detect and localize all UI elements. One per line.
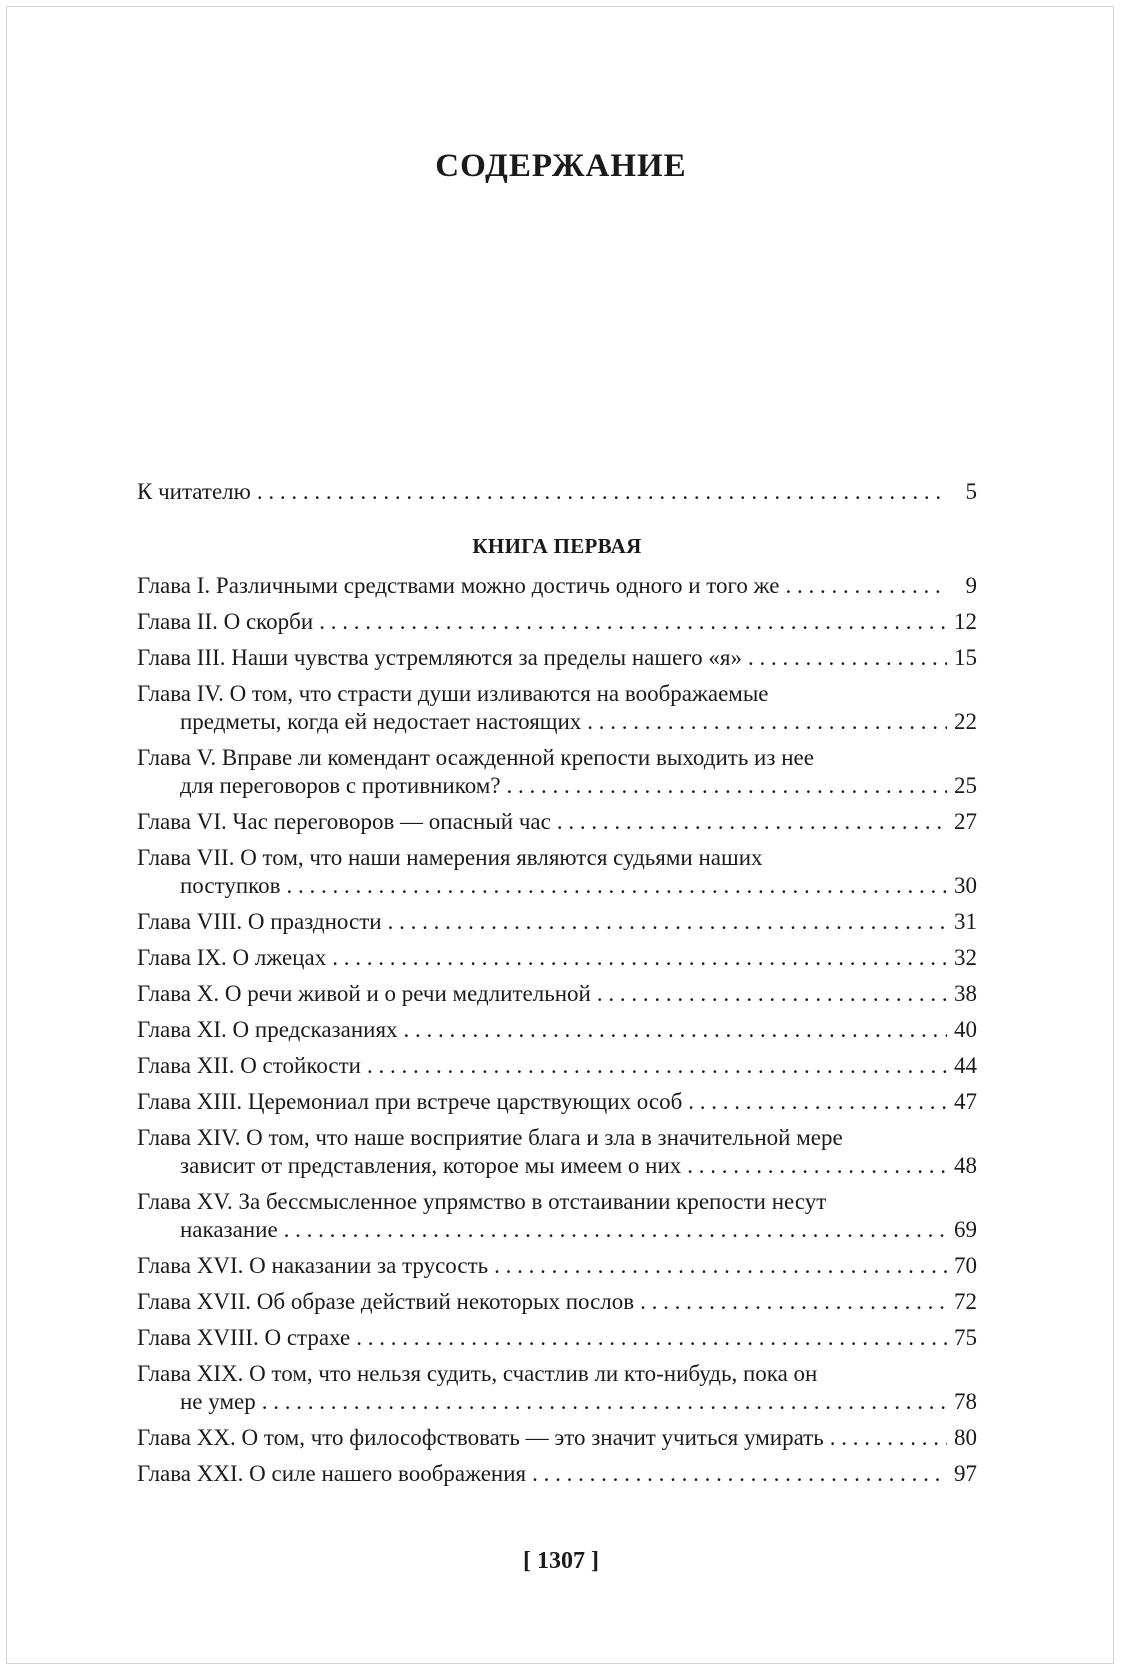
- page-title: СОДЕРЖАНИЕ: [435, 148, 687, 184]
- section-heading: КНИГА ПЕРВАЯ: [472, 534, 642, 558]
- toc-page-number: 5: [965, 479, 977, 504]
- dot-leader: [748, 644, 947, 672]
- dot-leader: [532, 1460, 947, 1488]
- toc-entry[interactable]: [137, 908, 977, 936]
- toc-entry-text: Глава XIII. Церемониал при встрече царствующих особ: [137, 1089, 683, 1114]
- toc-entry[interactable]: [137, 1052, 977, 1080]
- toc-entry[interactable]: [137, 1288, 977, 1316]
- toc-page-number: 15: [954, 645, 977, 670]
- page-number-folio: [ 1307 ]: [523, 1548, 599, 1574]
- toc-page-number: 9: [965, 573, 977, 598]
- toc-entry-text: зависит от представления, которое мы имеем о них: [180, 1153, 682, 1178]
- toc-page-number: 72: [954, 1289, 977, 1314]
- toc-entry-text: поступков: [180, 873, 281, 898]
- toc-entry-text: не умер: [180, 1389, 256, 1414]
- toc-entry-text: Глава XIX. О том, что нельзя судить, счастлив ли кто-нибудь, пока он: [137, 1361, 818, 1386]
- toc-entry[interactable]: [137, 808, 977, 836]
- toc-entry[interactable]: [137, 1460, 977, 1488]
- toc-entry-text: Глава X. О речи живой и о речи медлительной: [137, 981, 591, 1006]
- toc-page-number: 32: [954, 945, 977, 970]
- toc-entry[interactable]: [137, 608, 977, 636]
- toc-entry[interactable]: [137, 1124, 977, 1180]
- toc-page-number: 70: [954, 1253, 977, 1278]
- dot-leader: [262, 1388, 947, 1416]
- toc-page-number: 27: [954, 809, 977, 834]
- toc-entry-text: наказание: [180, 1217, 278, 1242]
- toc-entry[interactable]: [137, 644, 977, 672]
- toc-page-number: 25: [954, 773, 977, 798]
- toc-entry-text: Глава VI. Час переговоров — опасный час: [137, 809, 551, 834]
- toc-entry-text: Глава V. Вправе ли комендант осажденной крепости выходить из нее: [137, 745, 814, 770]
- toc-entry-text: Глава IV. О том, что страсти души изливаются на воображаемые: [137, 681, 769, 706]
- dot-leader: [287, 872, 947, 900]
- dot-leader: [507, 772, 947, 800]
- toc-entry[interactable]: [137, 1424, 977, 1452]
- toc-entry-intro[interactable]: [137, 478, 977, 506]
- toc-entry-text: Глава IX. О лжецах: [137, 945, 327, 970]
- toc-entry-text: Глава I. Различными средствами можно достичь одного и того же: [137, 573, 780, 598]
- toc-page-number: 80: [954, 1425, 977, 1450]
- dot-leader: [785, 572, 947, 600]
- toc-entry-text: для переговоров с противником?: [180, 773, 501, 798]
- toc-entry[interactable]: [137, 844, 977, 900]
- toc-page-number: 75: [954, 1325, 977, 1350]
- toc-entry-text: Глава VII. О том, что наши намерения являются судьями наших: [137, 845, 763, 870]
- toc-entry-text: К читателю: [137, 479, 251, 504]
- dot-leader: [257, 478, 947, 506]
- toc-entry[interactable]: [137, 1088, 977, 1116]
- dot-leader: [687, 1152, 947, 1180]
- dot-leader: [587, 708, 947, 736]
- toc-entry-text: Глава II. О скорби: [137, 609, 314, 634]
- toc-entry[interactable]: [137, 1188, 977, 1244]
- toc-page-number: 30: [954, 873, 977, 898]
- toc-entry[interactable]: [137, 572, 977, 600]
- toc-entry[interactable]: [137, 744, 977, 800]
- toc-entry-text: Глава XVI. О наказании за трусость: [137, 1253, 489, 1278]
- toc-entry[interactable]: [137, 1016, 977, 1044]
- dot-leader: [356, 1324, 947, 1352]
- dot-leader: [404, 1016, 947, 1044]
- dot-leader: [640, 1288, 947, 1316]
- toc-page-number: 12: [954, 609, 977, 634]
- toc-entry-text: Глава XIV. О том, что наше восприятие блага и зла в значительной мере: [137, 1125, 843, 1150]
- dot-leader: [332, 944, 947, 972]
- toc-page-number: 40: [954, 1017, 977, 1042]
- toc-page-number: 97: [954, 1461, 977, 1486]
- dot-leader: [688, 1088, 947, 1116]
- toc-entry-text: Глава XI. О предсказаниях: [137, 1017, 398, 1042]
- toc-page-number: 48: [954, 1153, 977, 1178]
- toc-entry-text: Глава XXI. О силе нашего воображения: [137, 1461, 527, 1486]
- toc-entry-text: Глава VIII. О праздности: [137, 909, 382, 934]
- toc-entries: [137, 572, 977, 1488]
- toc-entry-text: Глава XX. О том, что философствовать — это значит учиться умирать: [137, 1425, 824, 1450]
- toc-entry-text: предметы, когда ей недостает настоящих: [180, 709, 582, 734]
- dot-leader: [597, 980, 947, 1008]
- dot-leader: [557, 808, 947, 836]
- toc-entry-text: Глава III. Наши чувства устремляются за пределы нашего «я»: [137, 645, 742, 670]
- toc-page-number: 38: [954, 981, 977, 1006]
- toc-page-number: 47: [954, 1089, 977, 1114]
- toc-entry[interactable]: [137, 980, 977, 1008]
- toc-entry-text: Глава XVIII. О страхе: [137, 1325, 351, 1350]
- toc-entry[interactable]: [137, 1324, 977, 1352]
- dot-leader: [830, 1424, 947, 1452]
- dot-leader: [284, 1216, 947, 1244]
- toc-entry[interactable]: [137, 680, 977, 736]
- toc-entry[interactable]: [137, 944, 977, 972]
- dot-leader: [494, 1252, 947, 1280]
- toc-entry-text: Глава XVII. Об образе действий некоторых послов: [137, 1289, 635, 1314]
- toc-page-number: 69: [954, 1217, 977, 1242]
- table-of-contents: [137, 478, 977, 1496]
- toc-entry[interactable]: [137, 1252, 977, 1280]
- toc-entry[interactable]: [137, 1360, 977, 1416]
- toc-page-number: 78: [954, 1389, 977, 1414]
- dot-leader: [388, 908, 947, 936]
- toc-page-number: 31: [954, 909, 977, 934]
- toc-page-number: 44: [954, 1053, 977, 1078]
- toc-entry-text: Глава XV. За бессмысленное упрямство в отстаивании крепости несут: [137, 1189, 827, 1214]
- dot-leader: [367, 1052, 947, 1080]
- toc-entry-text: Глава XII. О стойкости: [137, 1053, 361, 1078]
- dot-leader: [319, 608, 947, 636]
- toc-page-number: 22: [954, 709, 977, 734]
